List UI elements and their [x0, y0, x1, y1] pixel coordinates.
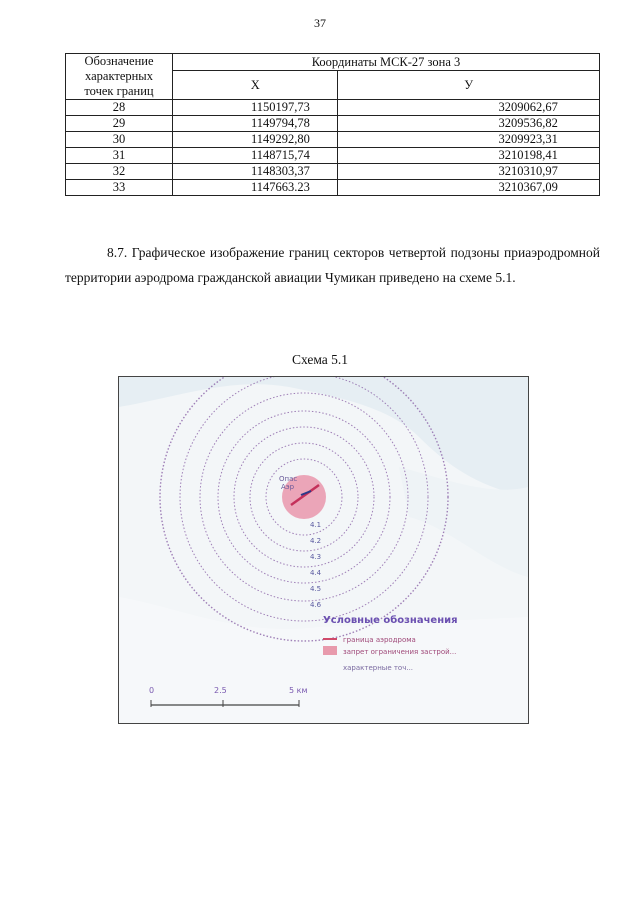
header-x: X	[173, 71, 338, 100]
ring-label: 4.5	[310, 585, 322, 593]
coord-x: 1149292,80	[173, 132, 338, 148]
center-label: Опас	[279, 475, 298, 483]
terrain-shape	[119, 377, 528, 497]
coord-y: 3209923,31	[338, 132, 600, 148]
scale-label: 0	[149, 686, 155, 695]
body-paragraph: 8.7. Графическое изображение границ секторов четвертой подзоны приаэродромной территории аэродрома гражданской авиации Чумикан приведено на схеме 5.1.	[65, 245, 600, 285]
coord-y: 3209536,82	[338, 116, 600, 132]
table-row	[66, 164, 600, 180]
header-y: У	[338, 71, 600, 100]
ring-labels	[310, 521, 322, 609]
point-number: 28	[66, 100, 173, 116]
coord-y: 3210310,97	[338, 164, 600, 180]
coord-x: 1148303,37	[173, 164, 338, 180]
page-number: 37	[314, 16, 326, 30]
header-point-label: Обозначение характерных точек границ	[66, 54, 173, 100]
map-canvas	[119, 377, 528, 723]
legend-item-label: запрет ограничения застрой...	[343, 648, 457, 656]
legend-item-label: характерные точ...	[343, 664, 414, 672]
table-row	[66, 180, 600, 196]
point-number: 29	[66, 116, 173, 132]
coord-y: 3210198,41	[338, 148, 600, 164]
coord-y: 3210367,09	[338, 180, 600, 196]
coord-x: 1148715,74	[173, 148, 338, 164]
legend-item-label: граница аэродрома	[343, 636, 416, 644]
point-number: 31	[66, 148, 173, 164]
scale-label: 5 км	[289, 686, 308, 695]
table-row	[66, 148, 600, 164]
point-number: 30	[66, 132, 173, 148]
ring-label: 4.6	[310, 601, 322, 609]
scale-label: 2.5	[214, 686, 227, 695]
legend-title: Условные обозначения	[323, 615, 458, 626]
figure-caption: Схема 5.1	[291, 352, 349, 367]
point-number: 33	[66, 180, 173, 196]
point-number: 32	[66, 164, 173, 180]
legend-fill-icon	[323, 646, 337, 655]
table-row	[66, 132, 600, 148]
ring-label: 4.4	[310, 569, 322, 577]
coordinates-table	[65, 53, 600, 196]
header-coordinates: Координаты МСК-27 зона 3	[173, 54, 600, 71]
center-label: Аэр	[281, 483, 295, 491]
coord-x: 1149794,78	[173, 116, 338, 132]
coord-x: 1150197,73	[173, 100, 338, 116]
ring-label: 4.2	[310, 537, 322, 545]
table-row	[66, 116, 600, 132]
ring-label: 4.3	[310, 553, 322, 561]
coord-x: 1147663.23	[173, 180, 338, 196]
scheme-map	[118, 376, 529, 724]
coord-y: 3209062,67	[338, 100, 600, 116]
table-row	[66, 100, 600, 116]
ring-label: 4.1	[310, 521, 322, 529]
